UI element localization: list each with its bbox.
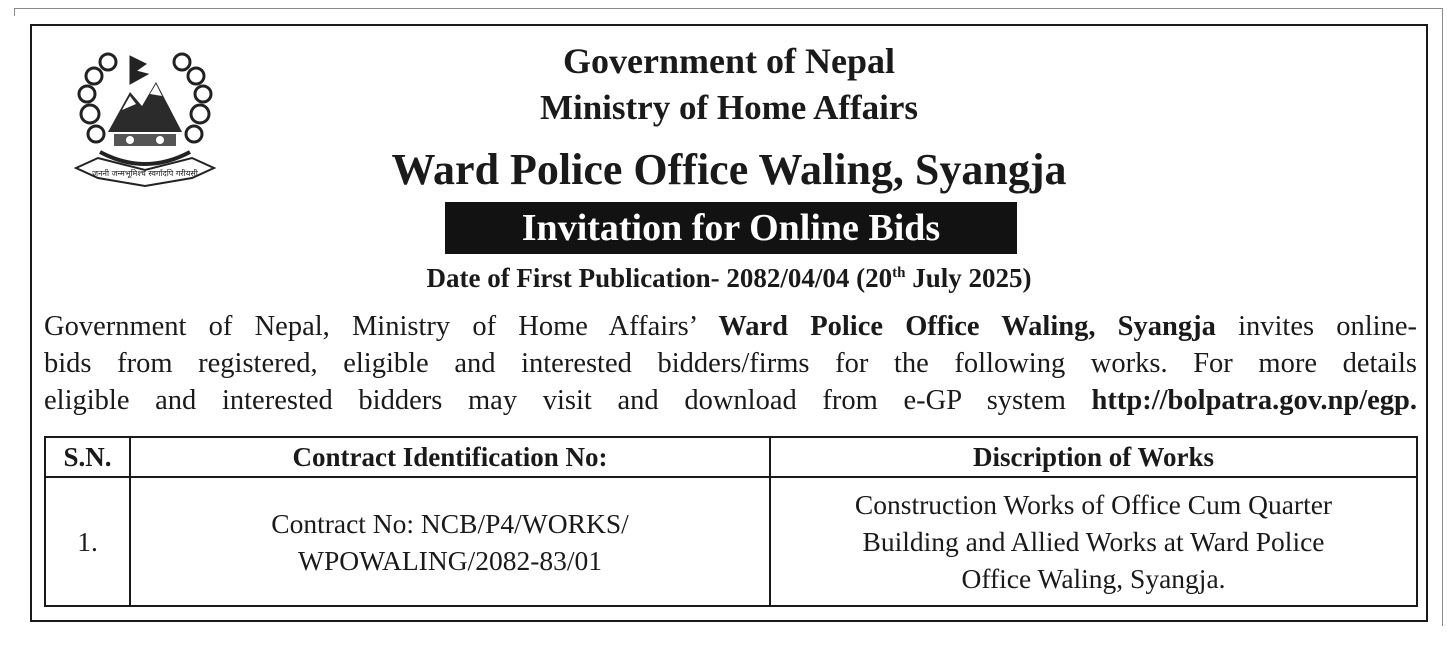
description-line: Building and Allied Works at Ward Police — [862, 526, 1325, 557]
egp-link[interactable]: http://bolpatra.gov.np/egp. — [1091, 385, 1417, 416]
office-title: Ward Police Office Waling, Syangja — [391, 145, 1067, 194]
notice-office-name: Ward Police Office Waling, Syangja — [718, 311, 1216, 342]
row-description — [770, 477, 1417, 606]
notice-line-2: bids from registered, eligible and interested bidders/firms for the following works. For more details — [44, 348, 1417, 379]
notice-line-3 — [44, 382, 1417, 419]
publication-date-rest: July 2025) — [905, 263, 1032, 293]
publication-date-label: Date of First Publication- 2082/04/04 (20 — [426, 263, 893, 293]
notice-line-3-start: eligible and interested bidders may visit and download from e-GP system — [44, 385, 1092, 416]
notice-line-1-start: Government of Nepal, Ministry of Home Affairs’ — [44, 311, 719, 342]
notice-line-1-end: invites online- — [1215, 311, 1417, 342]
invitation-banner: Invitation for Online Bids — [445, 202, 1017, 254]
description-line: Construction Works of Office Cum Quarter — [854, 489, 1333, 520]
notice-line-1 — [44, 308, 1417, 345]
scan-edge-top — [14, 8, 1443, 9]
publication-date — [32, 263, 1426, 294]
table-header-row — [45, 437, 1417, 477]
header-sn: S.N. — [45, 437, 130, 477]
row-contract-id — [130, 477, 770, 606]
publication-date-ordinal: th — [892, 265, 906, 281]
table-row — [45, 477, 1417, 606]
scan-edge-right — [1442, 8, 1443, 626]
bid-notice — [30, 24, 1428, 622]
notice-paragraph — [44, 308, 1417, 419]
contract-id-line: Contract No: NCB/P4/WORKS/ — [271, 507, 629, 539]
row-sn: 1. — [45, 477, 130, 606]
header-description: Discription of Works — [770, 437, 1417, 477]
contract-id-line: WPOWALING/2082-83/01 — [298, 544, 602, 576]
government-title: Government of Nepal — [563, 41, 895, 81]
scan-edge-left — [14, 8, 15, 16]
description-line: Office Waling, Syangja. — [961, 563, 1226, 594]
ministry-title: Ministry of Home Affairs — [539, 88, 919, 127]
emblem-motto: जननी जन्मभूमिश्च स्वर्गादपि गरीयसी — [92, 169, 198, 178]
contracts-table — [44, 436, 1418, 607]
header-contract-id: Contract Identification No: — [130, 437, 770, 477]
